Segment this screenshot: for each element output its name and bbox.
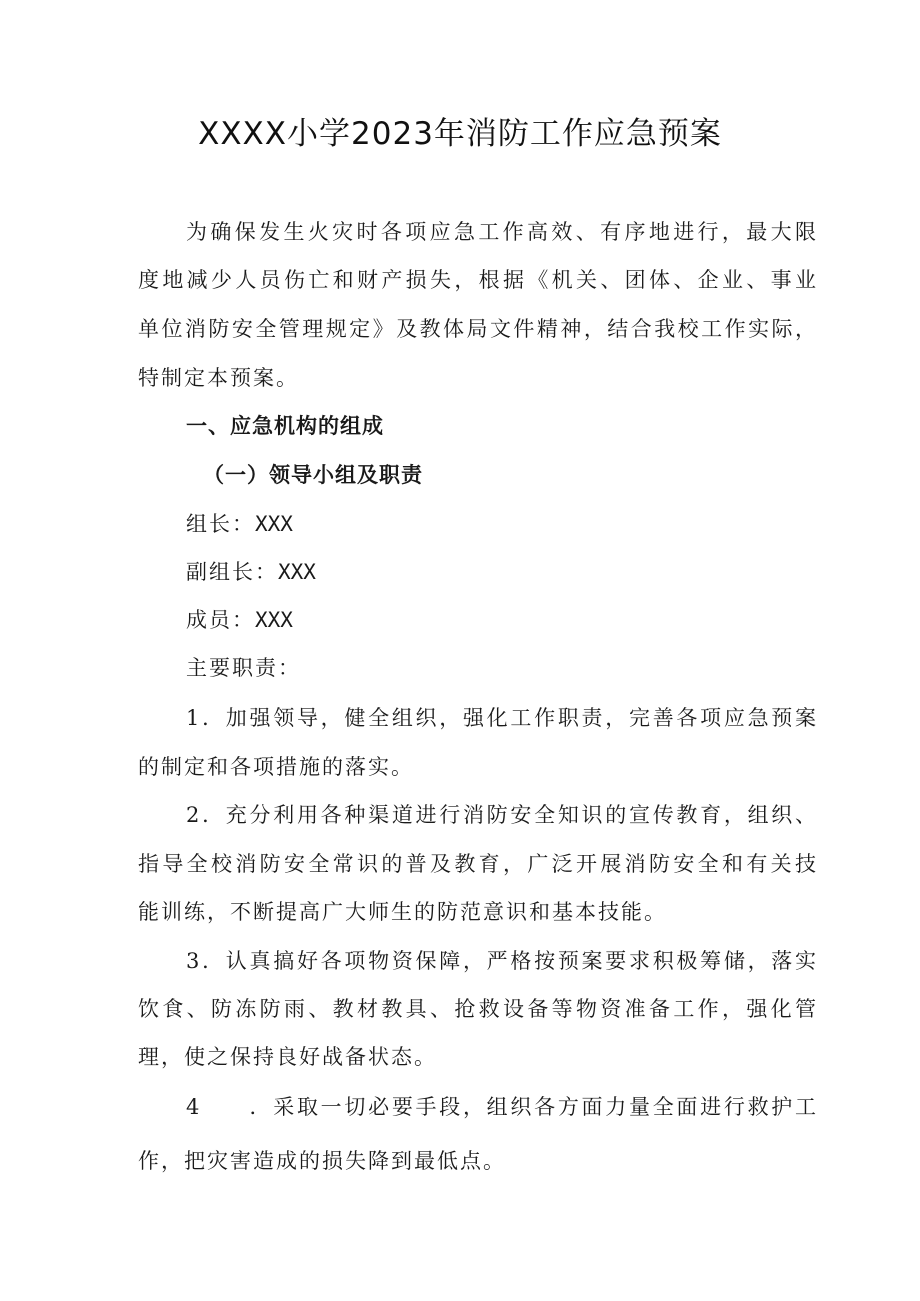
section-heading-1: 一、应急机构的组成 xyxy=(186,414,384,438)
duty-3-line-2: 饮食、防冻防雨、教材教具、抢救设备等物资准备工作，强化管 xyxy=(138,997,818,1021)
subsection-heading-1: （一）领导小组及职责 xyxy=(203,463,423,487)
leader-label: 组长： xyxy=(186,512,255,536)
intro-line-4: 特制定本预案。 xyxy=(138,366,299,390)
intro-line-2: 度地减少人员伤亡和财产损失，根据《机关、团体、企业、事业 xyxy=(138,268,818,292)
duty-3-line-1: 3．认真搞好各项物资保障，严格按预案要求积极筹储，落实 xyxy=(186,949,818,973)
deputy-label: 副组长： xyxy=(186,560,278,584)
document-title: XXXX小学2023年消防工作应急预案 xyxy=(198,116,722,152)
member-label: 成员： xyxy=(186,608,255,632)
leader-value: XXX xyxy=(255,512,293,536)
duty-2-line-1: 2．充分利用各种渠道进行消防安全知识的宣传教育，组织、 xyxy=(186,803,818,827)
duties-label: 主要职责： xyxy=(186,656,301,680)
duty-1-line-1: 1．加强领导，健全组织，强化工作职责，完善各项应急预案 xyxy=(186,706,818,730)
leader-line xyxy=(186,510,818,538)
intro-line-3: 单位消防安全管理规定》及教体局文件精神，结合我校工作实际， xyxy=(138,317,818,341)
duty-4-line-1: 4 ．采取一切必要手段，组织各方面力量全面进行救护工 xyxy=(186,1095,818,1119)
deputy-line xyxy=(186,558,818,586)
duty-2-line-2: 指导全校消防安全常识的普及教育，广泛开展消防安全和有关技 xyxy=(138,852,818,876)
member-line xyxy=(186,606,818,634)
duty-2-line-3: 能训练，不断提高广大师生的防范意识和基本技能。 xyxy=(138,900,667,924)
duty-3-line-3: 理，使之保持良好战备状态。 xyxy=(138,1045,437,1069)
intro-line-1: 为确保发生火灾时各项应急工作高效、有序地进行，最大限 xyxy=(186,220,818,244)
member-value: XXX xyxy=(255,608,293,632)
duty-4-line-2: 作，把灾害造成的损失降到最低点。 xyxy=(138,1149,506,1173)
deputy-value: XXX xyxy=(278,560,316,584)
duty-1-line-2: 的制定和各项措施的落实。 xyxy=(138,755,414,779)
